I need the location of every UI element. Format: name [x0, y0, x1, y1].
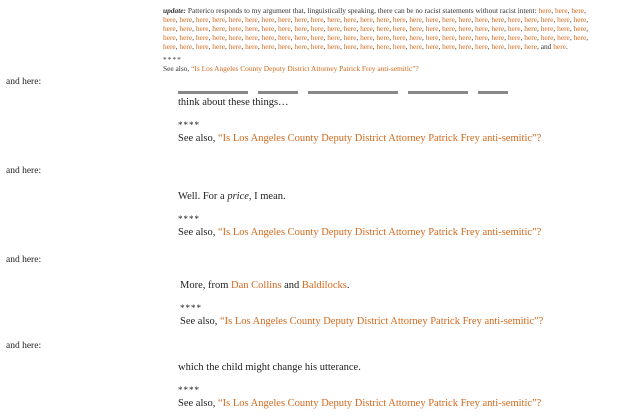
dan-collins-link[interactable]: Dan Collins [231, 280, 282, 291]
here-link[interactable]: here [409, 15, 423, 24]
here-link[interactable]: here [507, 24, 521, 33]
here-links-list: here, here, here, here, here, here, here, here, here, here, here, here, here, here, here, here, here, here, here, here, here, here, here, here, here, here, here, here, here, here, here, here, here, here, here, here, here, here, here, here, here, here, here, here, here, here, here, here, here, here, here, here, here, here, here, here, here, here, here, here, here, here, here, here, here, here, here, here, here, here, here, here, here, here, here, here, here, here, here, here, here, here, here, here, here, here, here, here, here, here, here, here, here, here, here, here, here, here, here, here, here, here, here, here, [163, 6, 589, 51]
here-link[interactable]: here [392, 24, 406, 33]
and-here-label: and here: [6, 77, 42, 87]
separator-stars: **** [178, 214, 200, 224]
here-link[interactable]: here [310, 15, 324, 24]
see-also-line [180, 315, 543, 328]
here-link[interactable]: here [261, 15, 275, 24]
here-link[interactable]: here [343, 24, 357, 33]
update-label: update: [163, 6, 186, 15]
here-link[interactable]: here [179, 24, 193, 33]
here-link[interactable]: here [195, 42, 209, 51]
separator-stars: **** [178, 385, 200, 395]
here-link[interactable]: here [228, 33, 242, 42]
here-link[interactable]: here [294, 15, 308, 24]
excerpt-4 [178, 361, 541, 410]
here-link[interactable]: here [425, 15, 439, 24]
separator-stars: **** [180, 303, 202, 313]
here-link[interactable]: here [360, 33, 373, 42]
see-also-prefix: See also, [178, 398, 218, 409]
see-also-link[interactable]: “Is Los Angeles County Deputy District Attorney Patrick Frey anti-semitic”? [217, 227, 542, 238]
here-link[interactable]: here [294, 33, 308, 42]
here-link[interactable]: here [573, 15, 587, 24]
excerpt-text-start: More, from [180, 280, 232, 291]
here-link[interactable]: here [343, 15, 357, 24]
and-word: and [540, 42, 552, 51]
here-link[interactable]: here [277, 42, 291, 51]
separator-stars: **** [163, 55, 182, 64]
here-link[interactable]: here [343, 33, 357, 42]
see-also-line [178, 132, 541, 145]
here-link[interactable]: here [475, 42, 488, 51]
here-link[interactable]: here [376, 42, 390, 51]
here-link[interactable]: here [392, 15, 406, 24]
here-link[interactable]: here [507, 15, 521, 24]
here-link[interactable]: here [557, 33, 570, 42]
here-link[interactable]: here [245, 24, 258, 33]
here-link[interactable]: here [294, 24, 308, 33]
here-link[interactable]: here [442, 42, 455, 51]
here-link[interactable]: here [425, 33, 439, 42]
here-link[interactable]: here [573, 24, 587, 33]
and-here-label: and here: [6, 341, 42, 351]
and-here-label: and here: [6, 166, 42, 176]
here-link[interactable]: here [524, 15, 537, 24]
update-text: Patterico responds to my argument that, linguistically speaking, there can be no racist statements without racist intent: [187, 6, 537, 15]
here-link[interactable]: here [540, 15, 554, 24]
here-link[interactable]: here [540, 33, 554, 42]
here-link[interactable]: here [228, 15, 242, 24]
excerpt-text: which the child might change his utterance. [178, 362, 361, 373]
here-link[interactable]: here [310, 24, 324, 33]
update-block [163, 6, 595, 73]
here-link[interactable]: here [425, 42, 439, 51]
here-link[interactable]: here [245, 42, 258, 51]
here-link[interactable]: here [228, 24, 242, 33]
here-link[interactable]: here [571, 6, 585, 15]
here-link[interactable]: here [524, 42, 537, 51]
here-link[interactable]: here [507, 33, 521, 42]
here-link[interactable]: here [442, 33, 455, 42]
excerpt-2 [178, 190, 541, 239]
here-link[interactable]: here [491, 15, 505, 24]
see-also-line [178, 397, 541, 410]
here-link[interactable]: here [557, 15, 570, 24]
here-link[interactable]: here [245, 15, 258, 24]
here-link[interactable]: here [245, 33, 258, 42]
excerpt-text-mid: and [281, 280, 302, 291]
here-link[interactable]: here [228, 42, 242, 51]
here-link[interactable]: here [409, 33, 423, 42]
see-also-prefix: See also, [178, 227, 218, 238]
here-link[interactable]: here [163, 15, 176, 24]
here-link[interactable]: here [557, 24, 570, 33]
here-link[interactable]: here [195, 24, 209, 33]
excerpt-text [180, 279, 543, 292]
here-link[interactable]: here [163, 24, 176, 33]
here-link[interactable]: here [294, 42, 308, 51]
here-link[interactable]: here [491, 24, 505, 33]
here-link[interactable]: here [392, 42, 406, 51]
here-link[interactable]: here [392, 33, 406, 42]
excerpt-text-start: Well. For a [178, 191, 228, 202]
see-also-link[interactable]: “Is Los Angeles County Deputy District Attorney Patrick Frey anti-semitic”? [219, 316, 544, 327]
see-also-link[interactable]: “Is Los Angeles County Deputy District Attorney Patrick Frey anti-semitic”? [217, 398, 542, 409]
here-link[interactable]: here [538, 6, 552, 15]
excerpt-1 [178, 96, 541, 145]
see-also-link[interactable]: “Is Los Angeles County Deputy District Attorney Patrick Frey anti-semitic”? [191, 64, 419, 73]
here-link[interactable]: here [376, 15, 390, 24]
here-link[interactable]: here [491, 33, 505, 42]
see-also-prefix: See also, [163, 64, 190, 73]
separator-stars: **** [178, 120, 200, 130]
here-link[interactable]: here [327, 42, 340, 51]
here-link[interactable]: here [277, 33, 291, 42]
here-link[interactable]: here [212, 15, 225, 24]
here-link[interactable]: here [277, 24, 291, 33]
here-link[interactable]: here [195, 33, 209, 42]
here-link[interactable]: here [376, 33, 390, 42]
here-link[interactable]: here [327, 15, 340, 24]
here-link[interactable]: here [327, 24, 340, 33]
excerpt-text-end: , I mean. [248, 191, 286, 202]
here-link[interactable]: here [212, 42, 225, 51]
excerpt-text: think about these things… [178, 97, 289, 108]
clipped-text-line [178, 91, 538, 95]
see-also-prefix: See also, [178, 133, 218, 144]
here-link[interactable]: here [179, 15, 193, 24]
here-link[interactable]: here [458, 15, 472, 24]
here-link[interactable]: here [507, 42, 521, 51]
here-link[interactable]: here [475, 15, 488, 24]
here-link[interactable]: here [409, 24, 423, 33]
here-link[interactable]: here [310, 42, 324, 51]
here-link[interactable]: here [458, 33, 472, 42]
here-link[interactable]: here [475, 33, 488, 42]
here-link[interactable]: here [261, 33, 275, 42]
here-link[interactable]: here [458, 42, 472, 51]
here-link[interactable]: here [343, 42, 357, 51]
see-also-line [163, 64, 595, 73]
here-link[interactable]: here [360, 15, 373, 24]
here-link[interactable]: here [376, 24, 390, 33]
here-link[interactable]: here [277, 15, 291, 24]
here-link[interactable]: here [212, 24, 225, 33]
here-link[interactable]: here [458, 24, 472, 33]
here-link[interactable]: here [360, 24, 373, 33]
here-link[interactable]: here [524, 33, 537, 42]
and-here-label: and here: [6, 255, 42, 265]
here-link-last[interactable]: here [553, 42, 566, 51]
here-link[interactable]: here [540, 24, 554, 33]
excerpt-3 [180, 279, 543, 328]
here-link[interactable]: here [163, 42, 176, 51]
see-also-line [178, 226, 541, 239]
here-link[interactable]: here [212, 33, 225, 42]
see-also-link[interactable]: “Is Los Angeles County Deputy District Attorney Patrick Frey anti-semitic”? [217, 133, 542, 144]
here-link[interactable]: here [163, 33, 176, 42]
see-also-prefix: See also, [180, 316, 220, 327]
here-link[interactable]: here [195, 15, 209, 24]
here-link[interactable]: here [491, 42, 505, 51]
here-link[interactable]: here [179, 33, 193, 42]
here-link[interactable]: here [261, 24, 275, 33]
here-link[interactable]: here [360, 42, 373, 51]
here-link[interactable]: here [475, 24, 488, 33]
here-link[interactable]: here [442, 15, 455, 24]
here-link[interactable]: here [310, 33, 324, 42]
excerpt-emphasis: price [227, 191, 249, 202]
here-link[interactable]: here [327, 33, 340, 42]
baldilocks-link[interactable]: Baldilocks [301, 280, 347, 291]
here-link[interactable]: here [179, 42, 193, 51]
excerpt-text-end: . [346, 280, 350, 291]
here-link[interactable]: here [409, 42, 423, 51]
here-link[interactable]: here [573, 33, 587, 42]
here-link[interactable]: here [261, 42, 275, 51]
update-paragraph: update: Patterico responds to my argument that, linguistically speaking, there can be no racist statements without racist intent: here, here, here, here, here, here, here, here, here, here, here, here, here, here, here, here, here, here, here, here, here, here, here, here, here, here, here, here, here, here, here, here, here, here, here, here, here, here, here, here, here, here, here, here, here, here, here, here, here, here, here, here, here, here, here, here, here, here, here, here, here, here, here, here, here, here, here, here, here, here, here, here, here, here, here, here, here, here, here, here, here, here, here, here, here, here, here, here, here, here, here, here, here, here, here, here, here, here, here, here, here, here, here, here, and here. [163, 6, 589, 51]
here-link[interactable]: here [442, 24, 455, 33]
here-link[interactable]: here [524, 24, 537, 33]
excerpt-text [178, 190, 541, 203]
here-link[interactable]: here [554, 6, 568, 15]
here-link[interactable]: here [425, 24, 439, 33]
